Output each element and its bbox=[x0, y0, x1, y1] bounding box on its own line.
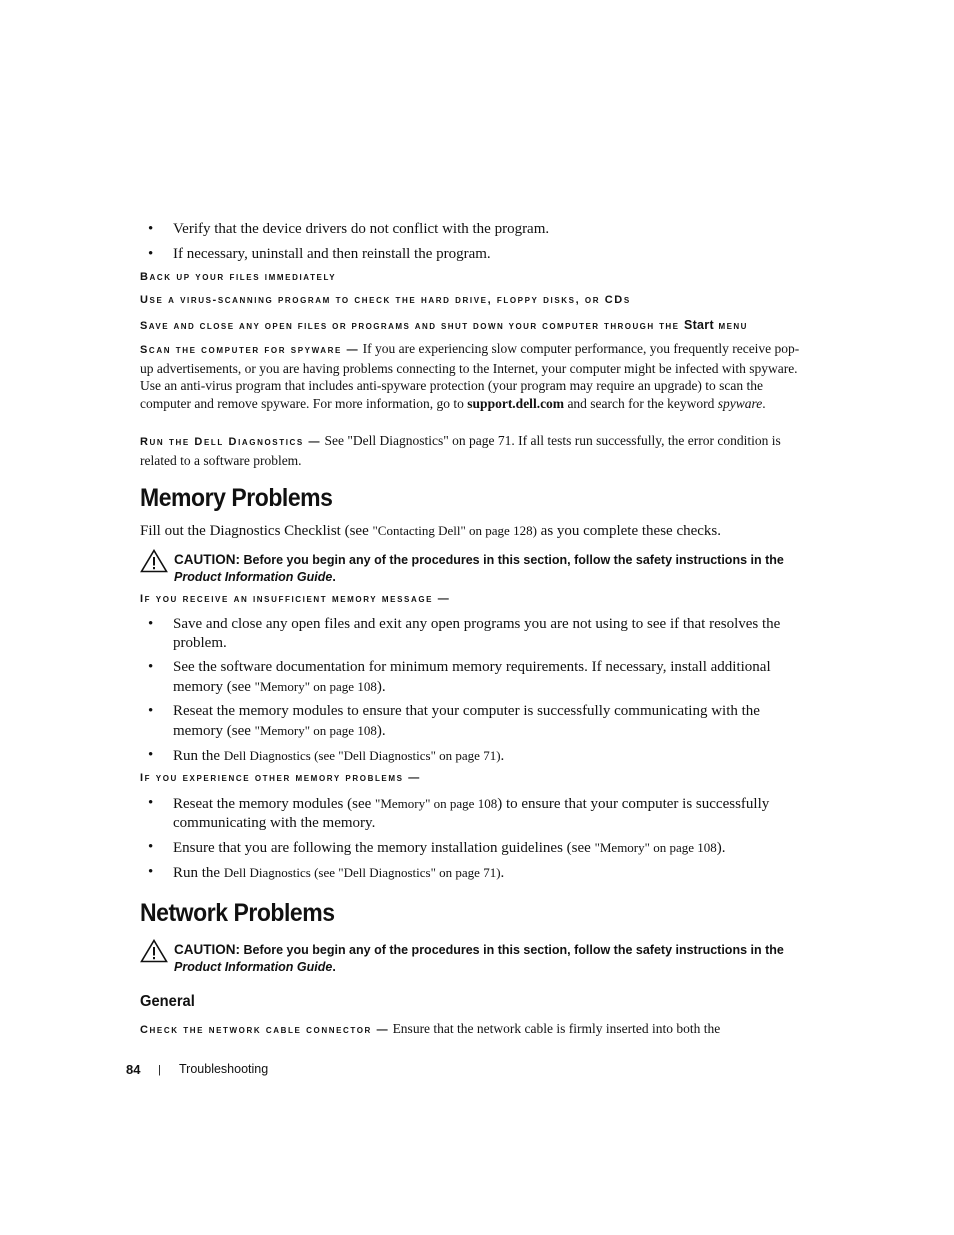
heading-save-suffix: menu bbox=[718, 320, 748, 332]
spyware-text-2: and search for the keyword bbox=[567, 395, 715, 411]
check-cable-heading: Check the network cable connector — bbox=[140, 1024, 390, 1036]
period: . bbox=[762, 395, 766, 411]
bullet-icon: • bbox=[148, 221, 154, 237]
spyware-text: If you are experiencing slow computer performance, you frequently receive pop-up advertisements, or you are having problems connecting to the Internet, your computer might be infected with spyware. Use an anti-virus program that includes anti-spyware protection (your program may require an upgrade) to scan the computer and remove spyware. For more information, go to bbox=[140, 341, 800, 411]
bullet-icon: • bbox=[148, 795, 154, 811]
bullet-text bbox=[173, 702, 813, 741]
bullet-text bbox=[173, 746, 813, 766]
bullet-text-part: See the software documentation for minimum memory requirements. If necessary, install additional memory (see bbox=[173, 659, 771, 695]
bullet-text-part: ). bbox=[716, 840, 726, 856]
network-problems-title: Network Problems bbox=[140, 899, 335, 927]
bullet-text bbox=[173, 794, 813, 833]
bullet-text-part: Run the bbox=[173, 748, 221, 764]
bullet-text-part: . bbox=[500, 748, 505, 764]
bullet-text-part: ). bbox=[376, 723, 386, 739]
bullet-icon: • bbox=[148, 616, 154, 632]
memory-ref[interactable]: "Memory" on page 108 bbox=[254, 723, 377, 738]
general-subheading: General bbox=[140, 993, 195, 1010]
bullet-text: If necessary, uninstall and then reinstall the program. bbox=[173, 246, 491, 262]
caution-label: CAUTION: bbox=[174, 942, 240, 957]
diagnostics-text: See "Dell Diagnostics" on page 71. If all tests run successfully, the error condition is related to a software problem. bbox=[140, 433, 781, 468]
network-cable-paragraph bbox=[140, 1020, 812, 1040]
contacting-dell-ref[interactable]: "Contacting Dell" on page 128) bbox=[372, 523, 537, 538]
caution-label: CAUTION: bbox=[174, 552, 240, 567]
bullet-text-part: Reseat the memory modules (see bbox=[173, 796, 372, 812]
dell-diagnostics-ref[interactable]: Dell Diagnostics (see "Dell Diagnostics" on page 71) bbox=[223, 865, 501, 880]
bullet-text bbox=[173, 863, 813, 883]
caution-body bbox=[174, 551, 810, 586]
memory-intro-text: Fill out the Diagnostics Checklist (see bbox=[140, 523, 369, 539]
footer-section: Troubleshooting bbox=[179, 1062, 269, 1076]
memory-ref[interactable]: "Memory" on page 108 bbox=[594, 840, 717, 855]
bullet-text-part: ). bbox=[376, 679, 386, 695]
bullet-icon: • bbox=[148, 747, 154, 763]
heading-save-close bbox=[140, 318, 812, 332]
spyware-heading: Scan the computer for spyware — bbox=[140, 344, 360, 356]
bullet-text bbox=[173, 838, 813, 858]
support-link[interactable]: support.dell.com bbox=[467, 395, 565, 411]
bullet-text-part: Run the bbox=[173, 865, 221, 881]
diagnostics-heading: Run the Dell Diagnostics — bbox=[140, 436, 322, 448]
product-info-guide: Product Information Guide bbox=[174, 960, 333, 974]
bullet-text: Save and close any open files and exit any open programs you are not using to see if that resolves the problem. bbox=[173, 616, 781, 651]
period: . bbox=[332, 960, 336, 974]
caution-text: Before you begin any of the procedures in this section, follow the safety instructions in the bbox=[243, 553, 784, 567]
caution-text: Before you begin any of the procedures in this section, follow the safety instructions in the bbox=[243, 943, 784, 957]
bullet-icon: • bbox=[148, 864, 154, 880]
heading-other-memory: If you experience other memory problems — bbox=[140, 772, 421, 784]
caution-triangle-icon bbox=[140, 549, 168, 573]
memory-intro-text-2: as you complete these checks. bbox=[540, 523, 722, 539]
heading-insufficient-memory: If you receive an insufficient memory message — bbox=[140, 593, 451, 605]
bullet-text bbox=[173, 658, 813, 697]
bullet-text-part: Reseat the memory modules to ensure that your computer is successfully communicating with the memory (see bbox=[173, 703, 760, 739]
bullet-text-part: . bbox=[500, 865, 505, 881]
bullet-icon: • bbox=[148, 839, 154, 855]
bullet-text: Verify that the device drivers do not conflict with the program. bbox=[173, 221, 550, 237]
check-cable-text: Ensure that the network cable is firmly inserted into both the bbox=[392, 1021, 721, 1036]
period: . bbox=[332, 570, 336, 584]
start-menu-label: Start bbox=[683, 318, 714, 332]
heading-virus-scan: Use a virus-scanning program to check the hard drive, floppy disks, or CDs bbox=[140, 294, 631, 306]
memory-intro bbox=[140, 523, 812, 540]
bullet-icon: • bbox=[148, 246, 154, 262]
bullet-text-part: Ensure that you are following the memory installation guidelines (see bbox=[173, 840, 591, 856]
page-number: 84 bbox=[126, 1062, 141, 1077]
bullet-icon: • bbox=[148, 703, 154, 719]
spyware-keyword: spyware bbox=[717, 395, 763, 411]
caution-triangle-icon bbox=[140, 939, 168, 963]
caution-body bbox=[174, 941, 810, 976]
footer-separator: | bbox=[158, 1064, 161, 1076]
spyware-paragraph bbox=[140, 340, 812, 412]
memory-problems-title: Memory Problems bbox=[140, 484, 333, 512]
memory-ref[interactable]: "Memory" on page 108 bbox=[254, 679, 377, 694]
product-info-guide: Product Information Guide bbox=[174, 570, 333, 584]
bullet-icon: • bbox=[148, 659, 154, 675]
dell-diagnostics-ref[interactable]: Dell Diagnostics (see "Dell Diagnostics" on page 71) bbox=[223, 748, 501, 763]
heading-save-prefix: Save and close any open files or programs and shut down your computer through the bbox=[140, 320, 680, 332]
memory-ref[interactable]: "Memory" on page 108 bbox=[375, 796, 498, 811]
heading-backup: Back up your files immediately bbox=[140, 271, 337, 283]
bullet-text-part: ) to ensure that your computer is successfully communicating with the memory. bbox=[173, 796, 770, 831]
diagnostics-paragraph bbox=[140, 432, 812, 469]
